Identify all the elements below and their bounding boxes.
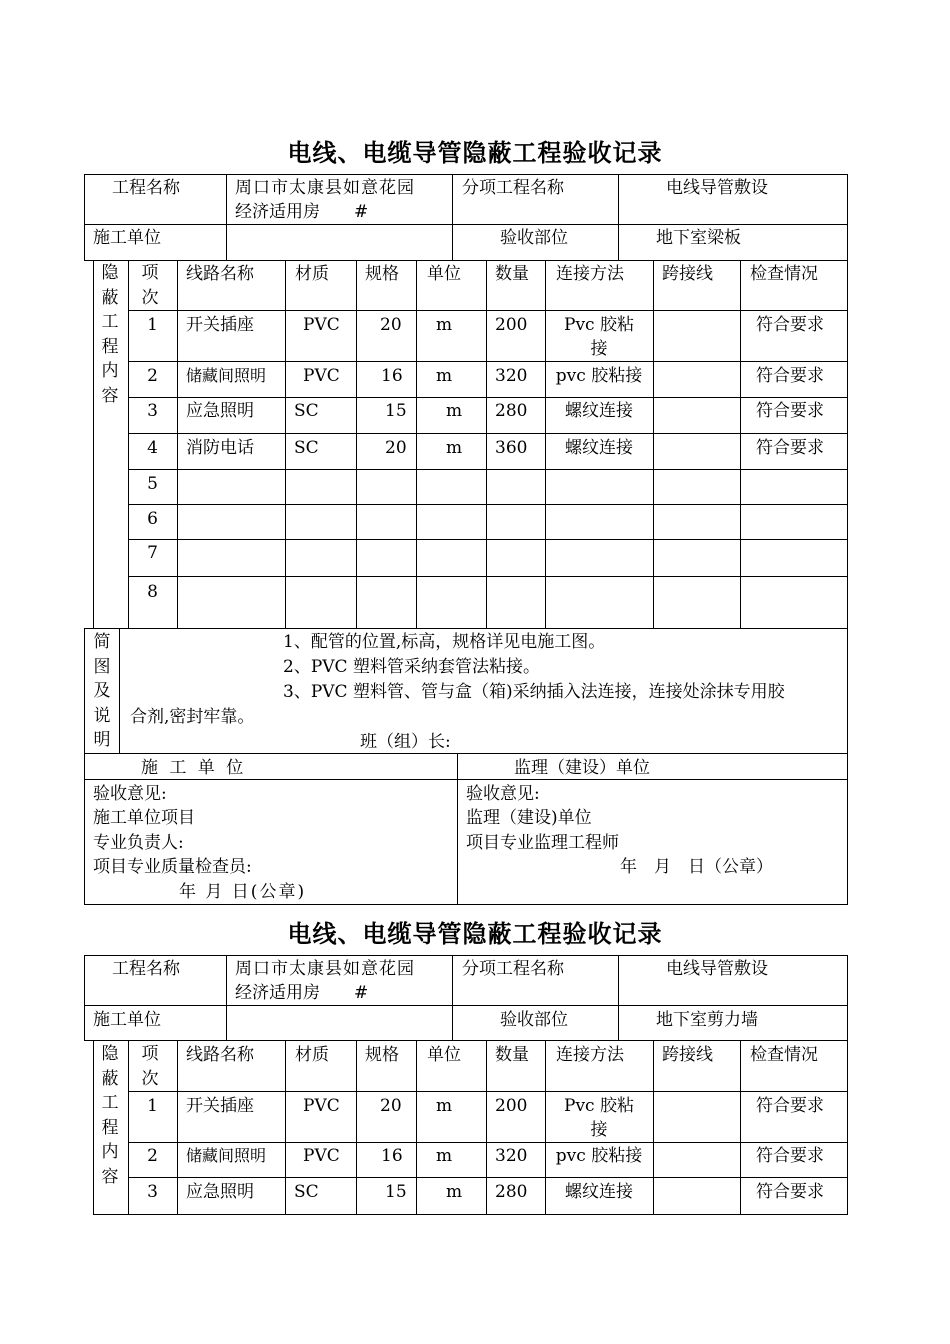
col-header-bridge: 跨接线: [662, 1045, 713, 1065]
row-spec: 16: [381, 1146, 403, 1166]
col-header-check: 检查情况: [750, 264, 818, 284]
right-unit: 监理（建设)单位: [466, 808, 592, 828]
row-name: 储藏间照明: [186, 366, 267, 385]
project-name-value-line2: 经济适用房 #: [235, 983, 369, 1003]
record-title: 电线、电缆导管隐蔽工程验收记录: [287, 920, 663, 948]
row-material: PVC: [303, 366, 340, 386]
acceptance-part-label: 验收部位: [500, 228, 568, 248]
row-name: 储藏间照明: [186, 1146, 267, 1165]
row-check: 符合要求: [756, 401, 824, 421]
col-header-spec: 规格: [365, 1045, 399, 1065]
row-name: 消防电话: [186, 438, 254, 458]
row-unit: m: [446, 1182, 463, 1202]
col-header-check: 检查情况: [750, 1045, 818, 1065]
row-check: 符合要求: [756, 1182, 824, 1202]
row-no: 7: [147, 543, 158, 563]
construction-unit-label: 施工单位: [93, 228, 161, 248]
right-opinion: 验收意见:: [466, 784, 540, 804]
note-line-2: 2、PVC 塑料管采纳套管法粘接。: [283, 657, 540, 677]
row-no: 1: [147, 1096, 158, 1116]
note-line-4: 合剂,密封牢靠。: [130, 707, 255, 727]
sub-project-label: 分项工程名称: [462, 178, 564, 198]
sub-project-label: 分项工程名称: [462, 959, 564, 979]
row-spec: 20: [380, 315, 402, 335]
row-method: Pvc 胶粘: [564, 1096, 634, 1116]
row-no: 6: [147, 509, 158, 529]
project-name-label: 工程名称: [112, 178, 180, 198]
row-qty: 320: [495, 366, 528, 386]
right-engineer: 项目专业监理工程师: [466, 833, 619, 853]
row-qty: 200: [495, 315, 528, 335]
row-method: 螺纹连接: [565, 1182, 633, 1202]
row-no: 2: [147, 366, 158, 386]
row-check: 符合要求: [756, 1146, 824, 1166]
col-header-qty: 数量: [495, 264, 529, 284]
record-title: 电线、电缆导管隐蔽工程验收记录: [287, 139, 663, 167]
row-material: PVC: [303, 1146, 340, 1166]
row-unit: m: [436, 1146, 453, 1166]
row-unit: m: [436, 1096, 453, 1116]
row-check: 符合要求: [756, 1096, 824, 1116]
row-unit: m: [436, 315, 453, 335]
row-method: 螺纹连接: [565, 401, 633, 421]
row-material: SC: [294, 438, 319, 458]
sub-project-value: 电线导管敷设: [666, 959, 768, 979]
col-header-bridge: 跨接线: [662, 264, 713, 284]
row-no: 2: [147, 1146, 158, 1166]
col-header-name: 线路名称: [186, 264, 254, 284]
left-inspector: 项目专业质量检查员:: [93, 857, 252, 877]
row-qty: 200: [495, 1096, 528, 1116]
row-qty: 280: [495, 401, 528, 421]
col-header-spec: 规格: [365, 264, 399, 284]
row-check: 符合要求: [756, 315, 824, 335]
note-line-1: 1、配管的位置,标高，规格详见电施工图。: [283, 632, 606, 652]
col-header-material: 材质: [295, 264, 329, 284]
row-qty: 320: [495, 1146, 528, 1166]
acceptance-part-value: 地下室梁板: [656, 228, 741, 248]
row-no: 3: [147, 401, 158, 421]
project-name-value: 周口市太康县如意花园: [235, 178, 415, 198]
construction-unit-label: 施工单位: [93, 1010, 161, 1030]
row-method-line2: 接: [590, 1120, 608, 1140]
row-spec: 20: [380, 1096, 402, 1116]
col-header-qty: 数量: [495, 1045, 529, 1065]
row-method: pvc 胶粘接: [555, 366, 643, 386]
sub-project-value: 电线导管敷设: [666, 178, 768, 198]
right-title: 监理（建设）单位: [514, 758, 650, 778]
col-header-unit: 单位: [427, 264, 461, 284]
row-no: 1: [147, 315, 158, 335]
left-title: 施 工 单 位: [141, 758, 247, 778]
row-no: 4: [147, 438, 158, 458]
left-responsible: 专业负责人:: [93, 833, 184, 853]
project-name-label: 工程名称: [112, 959, 180, 979]
notes-label: 简图及说明: [93, 632, 111, 750]
row-name: 开关插座: [186, 1096, 254, 1116]
row-material: SC: [294, 401, 319, 421]
row-spec: 20: [385, 438, 407, 458]
row-name: 应急照明: [186, 401, 254, 421]
team-leader: 班（组）长:: [360, 732, 451, 752]
left-date: 年 月 日(公章): [179, 882, 307, 902]
project-name-value-line2: 经济适用房 #: [235, 202, 369, 222]
col-header-unit: 单位: [427, 1045, 461, 1065]
row-material: PVC: [303, 315, 340, 335]
row-material: SC: [294, 1182, 319, 1202]
row-qty: 360: [495, 438, 528, 458]
row-no: 5: [147, 474, 158, 494]
left-unit: 施工单位项目: [93, 808, 195, 828]
row-method: pvc 胶粘接: [555, 1146, 643, 1166]
left-opinion: 验收意见:: [93, 784, 167, 804]
row-no: 3: [147, 1182, 158, 1202]
note-line-3: 3、PVC 塑料管、管与盒（箱)采纳插入法连接，连接处涂抹专用胶: [283, 682, 785, 702]
col-header-no: 项次: [141, 263, 159, 308]
row-unit: m: [436, 366, 453, 386]
row-name: 应急照明: [186, 1182, 254, 1202]
col-header-method: 连接方法: [556, 264, 624, 284]
row-qty: 280: [495, 1182, 528, 1202]
row-method-line2: 接: [590, 339, 608, 359]
acceptance-part-value: 地下室剪力墙: [656, 1010, 758, 1030]
row-check: 符合要求: [756, 438, 824, 458]
project-name-value: 周口市太康县如意花园: [235, 959, 415, 979]
row-method: Pvc 胶粘: [564, 315, 634, 335]
side-label: 隐蔽工程内容: [101, 263, 119, 406]
row-no: 8: [147, 582, 158, 602]
row-unit: m: [446, 401, 463, 421]
row-check: 符合要求: [756, 366, 824, 386]
right-date: 年 月 日（公章）: [620, 857, 773, 877]
side-label: 隐蔽工程内容: [101, 1044, 119, 1187]
acceptance-part-label: 验收部位: [500, 1010, 568, 1030]
row-spec: 16: [381, 366, 403, 386]
col-header-method: 连接方法: [556, 1045, 624, 1065]
row-material: PVC: [303, 1096, 340, 1116]
row-spec: 15: [385, 1182, 407, 1202]
col-header-name: 线路名称: [186, 1045, 254, 1065]
row-unit: m: [446, 438, 463, 458]
row-spec: 15: [385, 401, 407, 421]
col-header-no: 项次: [141, 1044, 159, 1089]
col-header-material: 材质: [295, 1045, 329, 1065]
row-name: 开关插座: [186, 315, 254, 335]
row-method: 螺纹连接: [565, 438, 633, 458]
